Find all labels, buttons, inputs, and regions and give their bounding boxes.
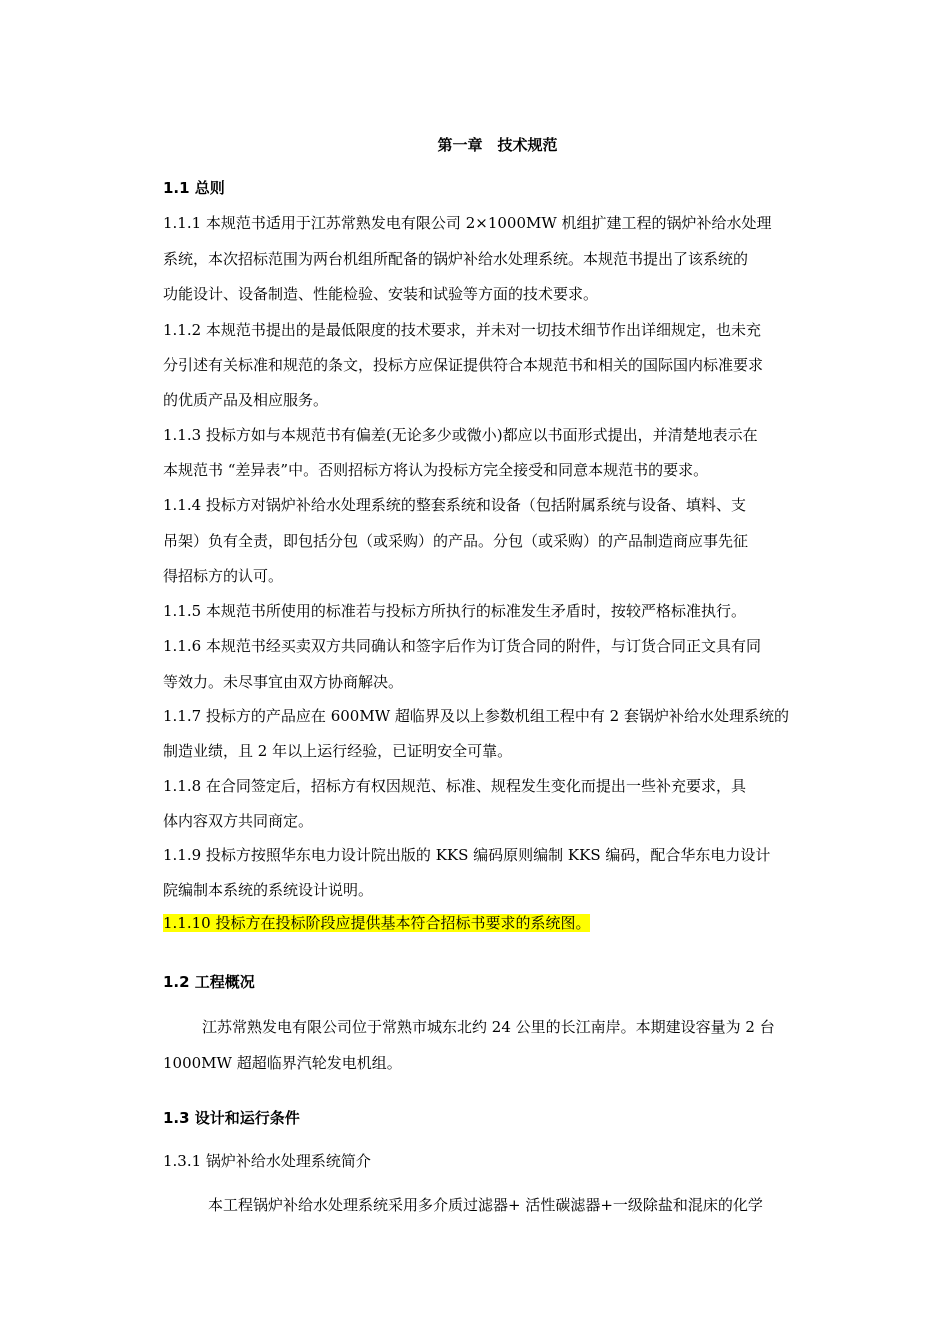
paragraph-line: 院编制本系统的系统设计说明。	[163, 881, 374, 899]
paragraph-line: 1.1.4 投标方对锅炉补给水处理系统的整套系统和设备（包括附属系统与设备、填料、支	[163, 496, 746, 514]
paragraph-line: 的优质产品及相应服务。	[163, 391, 329, 409]
paragraph-line: 吊架）负有全责，即包括分包（或采购）的产品。分包（或采购）的产品制造商应事先征	[163, 532, 749, 550]
text-highlight: 1.1.10 投标方在投标阶段应提供基本符合招标书要求的系统图。	[163, 914, 591, 932]
paragraph-line: 1.1.5 本规范书所使用的标准若与投标方所执行的标准发生矛盾时，按较严格标准执行。	[163, 602, 746, 620]
section-heading-1-2: 1.2 工程概况	[163, 973, 255, 991]
paragraph-line: 1.1.7 投标方的产品应在 600MW 超临界及以上参数机组工程中有 2 套锅炉补给水处理系统的	[163, 707, 789, 725]
subsection-heading-1-3-1: 1.3.1 锅炉补给水处理系统简介	[163, 1152, 371, 1170]
section-heading-1-3: 1.3 设计和运行条件	[163, 1109, 300, 1127]
paragraph-line: 分引述有关标准和规范的条文，投标方应保证提供符合本规范书和相关的国际国内标准要求	[163, 356, 764, 374]
paragraph-line: 得招标方的认可。	[163, 567, 284, 585]
paragraph-line: 1.1.1 本规范书适用于江苏常熟发电有限公司 2×1000MW 机组扩建工程的锅炉补给水处理	[163, 214, 772, 232]
paragraph-line: 本工程锅炉补给水处理系统采用多介质过滤器+ 活性碳滤器+一级除盐和混床的化学	[208, 1196, 763, 1214]
paragraph-line: 1.1.9 投标方按照华东电力设计院出版的 KKS 编码原则编制 KKS 编码，配合华东电力设计	[163, 846, 771, 864]
paragraph-line: 本规范书 “差异表”中。否则招标方将认为投标方完全接受和同意本规范书的要求。	[163, 461, 709, 479]
paragraph-line: 等效力。未尽事宜由双方协商解决。	[163, 673, 404, 691]
paragraph-line: 1.1.3 投标方如与本规范书有偏差(无论多少或微小)都应以书面形式提出，并清楚地表示在	[163, 426, 758, 444]
paragraph-line: 1.1.2 本规范书提出的是最低限度的技术要求，并未对一切技术细节作出详细规定，也未充	[163, 321, 761, 339]
paragraph-line: 制造业绩，且 2 年以上运行经验，已证明安全可靠。	[163, 742, 513, 760]
paragraph-line: 功能设计、设备制造、性能检验、安装和试验等方面的技术要求。	[163, 285, 599, 303]
paragraph-line: 体内容双方共同商定。	[163, 812, 314, 830]
paragraph-line: 1.1.6 本规范书经买卖双方共同确认和签字后作为订货合同的附件，与订货合同正文具有同	[163, 637, 761, 655]
paragraph-line: 江苏常熟发电有限公司位于常熟市城东北约 24 公里的长江南岸。本期建设容量为 2 台	[202, 1018, 775, 1036]
section-heading-1-1: 1.1 总则	[163, 179, 225, 197]
highlighted-paragraph-line	[163, 913, 590, 933]
paragraph-line: 1.1.8 在合同签定后，招标方有权因规范、标准、规程发生变化而提出一些补充要求，具	[163, 777, 746, 795]
paragraph-line: 1000MW 超超临界汽轮发电机组。	[163, 1054, 402, 1072]
chapter-title: 第一章 技术规范	[437, 136, 558, 154]
paragraph-line: 系统，本次招标范围为两台机组所配备的锅炉补给水处理系统。本规范书提出了该系统的	[163, 250, 749, 268]
